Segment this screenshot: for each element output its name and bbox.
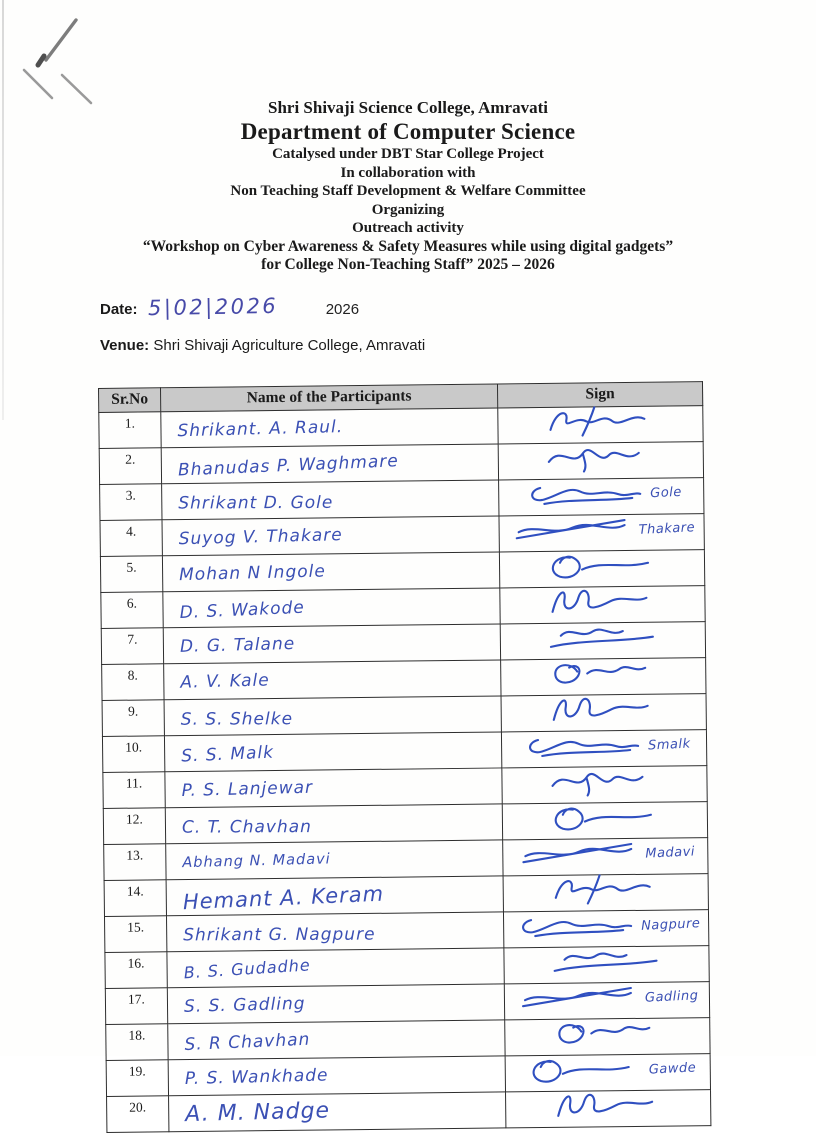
activity-line: Outreach activity <box>352 220 464 236</box>
participant-name-cell <box>169 1092 506 1132</box>
signature-cell <box>501 730 706 768</box>
participant-name-handwritten: D. S. Wakode <box>179 597 306 623</box>
signature-scribble <box>538 551 666 580</box>
date-printed-year: 2026 <box>325 301 360 318</box>
signature-cell <box>498 442 703 480</box>
venue-line <box>100 337 425 354</box>
serial-number: 16. <box>105 952 167 989</box>
signature-cell <box>505 1018 710 1056</box>
signature-legible-text: Thakare <box>638 519 696 538</box>
participant-name-handwritten: A. M. Nadge <box>184 1098 331 1128</box>
signature-cell <box>498 406 703 444</box>
signature-cell <box>503 874 708 912</box>
participant-name-cell <box>162 552 499 592</box>
participant-name-handwritten: S. S. Shelke <box>180 708 294 730</box>
date-line <box>100 295 425 319</box>
signature-scribble <box>544 1091 672 1120</box>
signature-cell <box>502 766 707 804</box>
serial-number: 6. <box>101 592 163 629</box>
signature-cell <box>503 838 708 876</box>
signature-scribble <box>537 443 665 472</box>
serial-number: 2. <box>99 448 161 485</box>
signature-scribble <box>508 514 695 544</box>
participant-name-cell <box>167 984 504 1024</box>
serial-number: 13. <box>104 844 166 881</box>
participant-name-handwritten: S. S. Malk <box>180 742 275 767</box>
collaboration-line: In collaboration with <box>340 164 476 181</box>
serial-number: 9. <box>102 700 164 737</box>
date-handwritten: 5|02|2026 <box>147 293 278 321</box>
participant-name-cell <box>163 624 500 664</box>
signature-cell <box>500 586 705 624</box>
signature-cell <box>505 1054 710 1092</box>
participant-name-cell <box>161 408 498 448</box>
participant-name-cell <box>164 696 501 736</box>
participant-name-handwritten: Shrikant G. Nagpure <box>183 924 376 945</box>
signature-scribble <box>539 659 667 688</box>
table-row <box>107 1090 711 1133</box>
signature-cell <box>499 514 704 552</box>
signature-legible-text: Smalk <box>647 736 691 754</box>
serial-number: 11. <box>103 772 165 809</box>
signature-cell <box>504 946 709 984</box>
signature-cell <box>506 1090 711 1128</box>
signature-legible-text: Nagpure <box>641 915 702 934</box>
signature-scribble <box>538 587 666 616</box>
serial-number: 15. <box>104 916 166 953</box>
participant-name-handwritten: A. V. Kale <box>180 669 270 693</box>
participant-name-cell <box>162 480 499 520</box>
participant-name-handwritten: S. S. Gadling <box>183 993 306 1017</box>
workshop-title: “Workshop on Cyber Awareness & Safety Measures while using digital gadgets” <box>142 237 674 255</box>
participant-name-cell <box>162 516 499 556</box>
signature-scribble <box>543 1019 671 1048</box>
participant-name-cell <box>161 444 498 484</box>
participant-name-handwritten: Bhanudas P. Waghmare <box>177 450 400 481</box>
participant-name-handwritten: D. G. Talane <box>179 633 296 657</box>
signature-scribble <box>542 947 670 976</box>
participant-name-cell <box>166 912 503 952</box>
signature-cell <box>503 910 708 948</box>
signature-cell <box>499 478 704 516</box>
signature-cell <box>504 982 709 1020</box>
serial-number: 7. <box>101 628 163 665</box>
department-name: Department of Computer Science <box>240 119 576 144</box>
serial-number: 8. <box>102 664 164 701</box>
signature-cell <box>499 550 704 588</box>
serial-number: 19. <box>106 1060 168 1097</box>
participant-name-cell <box>168 1020 505 1060</box>
participant-name-handwritten: Mohan N Ingole <box>178 560 327 585</box>
document-header <box>0 97 816 275</box>
participant-name-cell <box>166 840 503 880</box>
signature-scribble <box>511 910 701 940</box>
signature-scribble <box>520 478 682 508</box>
participant-name-cell <box>164 732 501 772</box>
participant-name-handwritten: B. S. Gudadhe <box>183 954 312 982</box>
signature-legible-text: Gadling <box>644 987 700 1006</box>
serial-number: 20. <box>107 1096 169 1133</box>
participant-name-handwritten: Hemant A. Keram <box>182 881 385 914</box>
committee-line: Non Teaching Staff Development & Welfare Committee <box>230 183 586 199</box>
participant-name-cell <box>167 948 504 988</box>
signature-scribble <box>536 407 664 436</box>
signature-legible-text: Gole <box>650 484 683 501</box>
serial-number: 12. <box>103 808 165 845</box>
participant-name-handwritten: P. S. Wankhade <box>184 1064 329 1089</box>
serial-number: 17. <box>105 988 167 1025</box>
organizing-line: Organizing <box>371 201 445 218</box>
signature-legible-text: Gawde <box>648 1059 697 1078</box>
signature-scribble <box>540 767 668 796</box>
serial-number: 1. <box>99 412 161 449</box>
signature-cell <box>501 658 706 696</box>
signature-scribble <box>515 838 695 868</box>
participant-name-handwritten: Shrikant D. Gole <box>178 492 334 514</box>
signature-cell <box>502 802 707 840</box>
serial-number: 18. <box>106 1024 168 1061</box>
signature-cell <box>501 694 706 732</box>
participant-name-handwritten: Suyog V. Thakare <box>178 524 343 549</box>
signature-scribble <box>539 623 667 652</box>
workshop-subtitle: for College Non-Teaching Staff” 2025 – 2026 <box>261 256 555 273</box>
participant-name-handwritten: P. S. Lanjewar <box>181 777 314 801</box>
serial-number: 10. <box>102 736 164 773</box>
header-sign: Sign <box>497 382 702 408</box>
header-name: Name of the Participants <box>161 384 498 412</box>
participant-name-handwritten: Abhang N. Madavi <box>182 850 331 871</box>
serial-number: 14. <box>104 880 166 917</box>
signature-legible-text: Madavi <box>645 843 696 862</box>
participant-name-handwritten: Shrikant. A. Raul. <box>177 416 344 441</box>
participants-table <box>98 381 710 1133</box>
meta-block <box>100 295 425 354</box>
signature-scribble <box>540 695 668 724</box>
serial-number: 3. <box>100 484 162 521</box>
signature-cell <box>500 622 705 660</box>
college-name: Shri Shivaji Science College, Amravati <box>267 98 548 117</box>
participant-name-cell <box>166 876 503 916</box>
participants-table-body <box>99 406 711 1133</box>
header-srno: Sr.No <box>99 388 161 413</box>
participant-name-cell <box>165 768 502 808</box>
date-label: Date: <box>100 301 138 318</box>
signature-scribble <box>515 982 699 1012</box>
signature-scribble <box>519 1054 697 1084</box>
participant-name-cell <box>163 588 500 628</box>
serial-number: 4. <box>100 520 162 557</box>
serial-number: 5. <box>100 556 162 593</box>
signature-scribble <box>541 803 669 832</box>
participant-name-cell <box>165 804 502 844</box>
participant-name-cell <box>164 660 501 700</box>
catalysed-line: Catalysed under DBT Star College Project <box>272 146 544 162</box>
participant-name-handwritten: C. T. Chavhan <box>181 816 312 838</box>
venue-value: Shri Shivaji Agriculture College, Amravati <box>153 337 426 354</box>
participant-name-handwritten: S. R Chavhan <box>184 1029 311 1055</box>
venue-label: Venue: <box>100 337 150 354</box>
signature-scribble <box>542 875 670 904</box>
participant-name-cell <box>168 1056 505 1096</box>
signature-scribble <box>518 730 691 760</box>
